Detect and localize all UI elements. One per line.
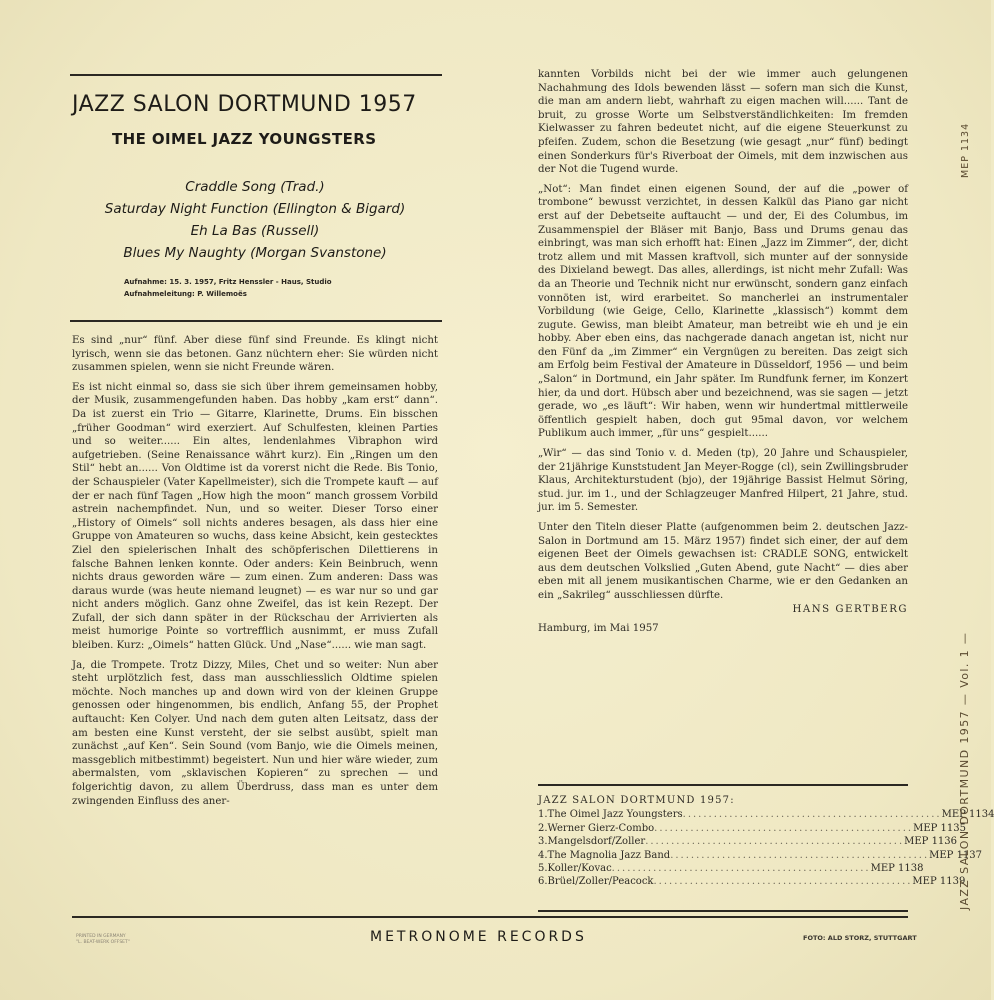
series-artist: Koller/Kovac	[547, 863, 612, 875]
series-row	[538, 862, 924, 875]
series-artist: Mangelsdorf/Zoller	[547, 836, 646, 848]
series-bottom-rule	[538, 910, 908, 912]
paragraph: Ja, die Trompete. Trotz Dizzy, Miles, Chet und so weiter: Nun aber steht urplötzlich fest, dass man ausschliesslich Oldtime spielen möchte. Noch manches up and down wird von der kleinen Gruppe genossen oder hingenommen, bis endlich, Anfang 55, der Prophet auftaucht: Ken Colyer. Und nach dem guten alten Leitsatz, dass der am besten eine Kunst versteht, der sie selbst ausübt, spielt man zunächst „auf Ken“. Sein Sound (vom Banjo, wie die Oimels meinen, massgeblich mitbestimmt) begeistert. Nun und hier wäre wieder, zum abermalsten, vom „sklavischen Kopieren“ zu sprechen — und folgerichtig davon, zu allem Überdruss, dass man es unter dem zwingenden Einfluss des aner-	[72, 659, 438, 807]
leader-dots: ..................................................	[670, 849, 930, 861]
printed-line: "L. BEAT-WERK OFFSET"	[76, 940, 130, 945]
series-row	[538, 835, 958, 848]
series-artist: The Magnolia Jazz Band	[547, 849, 671, 861]
liner-notes-left-column	[72, 334, 438, 814]
author-signature: HANS GERTBERG	[792, 603, 908, 615]
track-item: Blues My Naughty (Morgan Svanstone)	[123, 245, 387, 261]
record-label-name: METRONOME RECORDS	[370, 929, 587, 945]
header-top-rule	[70, 74, 442, 76]
credit-recording: Aufnahme: 15. 3. 1957, Fritz Henssler - Haus, Studio	[124, 278, 332, 286]
liner-notes-right-column	[538, 68, 908, 636]
footer-rule	[72, 916, 908, 918]
paragraph: Es sind „nur“ fünf. Aber diese fünf sind Freunde. Es klingt nicht lyrisch, wenn sie das betonen. Ganz nüchtern eher: Sie würden nicht zusammen spielen, wenn sie nicht Freunde wären.	[72, 335, 438, 374]
leader-dots: ..................................................	[645, 836, 905, 848]
photo-credit: FOTO: ALD STORZ, STUTTGART	[803, 934, 917, 942]
paragraph: Unter den Titeln dieser Platte (aufgenommen beim 2. deutschen Jazz-Salon in Dortmund am 15. März 1957) findet sich einer, der auf dem eigenen Beet der Oimels gewachsen ist: CRADLE SONG, entwickelt aus dem deutschen Volkslied „Guten Abend, gute Nacht“ — dies aber eben mit all jenem musikantischen Charme, wie er den Gedanken an ein „Sakrileg“ ausschliessen dürfte.	[538, 522, 908, 601]
spine-catalog-text: MEP 1134	[960, 122, 971, 178]
series-catalog: MEP 1135	[913, 822, 966, 834]
leader-dots: ..................................................	[653, 876, 913, 888]
paragraph: „Wir“ — das sind Tonio v. d. Meden (tp), 20 Jahre und Schauspieler, der 21jährige Kunststudent Jan Meyer-Rogge (cl), sein Zwillingsbruder Klaus, Architekturstudent (bjo), der 19jährige Bassist Helmut Söring, stud. jur. im 1., und der Schlagzeuger Manfred Hilpert, 21 Jahre, stud. jur. im 5. Semester.	[538, 448, 908, 514]
series-artist: Brüel/Zoller/Peacock	[547, 876, 654, 888]
series-number: 4.	[538, 849, 548, 861]
series-number: 5.	[538, 863, 548, 875]
leader-dots: ..................................................	[682, 809, 942, 821]
series-number: 1.	[538, 809, 548, 821]
band-name: THE OIMEL JAZZ YOUNGSTERS	[112, 130, 377, 148]
series-row	[538, 849, 983, 862]
header-bottom-rule	[70, 320, 442, 322]
series-catalog: MEP 1138	[870, 863, 924, 875]
series-row	[538, 875, 966, 888]
series-catalog: MEP 1137	[929, 849, 983, 861]
paragraph: Es ist nicht einmal so, dass sie sich über ihrem gemeinsamen hobby, der Musik, zusammengefunden haben. Das hobby „kam erst“ dann“. Da ist zuerst ein Trio — Gitarre, Klarinette, Drums. Ein bisschen „früher Goodman“ wird exerziert. Auf Schulfesten, kleinen Parties und so weiter...... Ein altes, lendenlahmes Vibraphon wird aufgetrieben. (Seine Renaissance währt kurz). Ein „Ringen um den Stil“ hebt an...... Von Oldtime ist da vorerst nicht die Rede. Bis Tonio, der Schauspieler (Vater Kapellmeister), sich die Trompete kauft — auf der er nach fünf Tagen „How high the moon“ manch grossem Vorbild astrein nachempfindet. Nun, und so weiter. Dieser Torso einer „History of Oimels“ soll nichts anderes besagen, als dass hier eine Gruppe von Amateuren so wuchs, dass keine Absicht, kein gestecktes Ziel den spielerischen Inhalt des schöpferischen Dilettierens in falsche Bahnen lenken konnte. Oder anders: Kein Beinbruch, wenn nichts draus geworden wäre — zum einen. Zum anderen: Dass was daraus wurde (was heute niemand leugnet) — es war nur so und gar nicht anders möglich. Ganz ohne Zweifel, das ist kein Rezept. Der Zufall, der sich dann später in der Rückschau der Arrivierten als meist humorige Pointe so vortrefflich ausnimmt, er muss Zufall bleiben. Kurz: „Oimels“ hatten Glück. Und „Nase“...... wie man sagt.	[72, 381, 438, 652]
spine-catalog-number	[958, 118, 974, 178]
printed-line: PRINTED IN GERMANY	[76, 934, 126, 939]
paragraph: kannten Vorbilds nicht bei der wie immer auch gelungenen Nachahmung des Idols bewenden lässt — sofern man sich die Kunst, die man am andern liebt, wahrhaft zu eigen machen will...... Tant de bruit, zu grosse Worte um Selbstverständlichkeiten: Im fremden Kielwasser zu fahren bedeutet nicht, auf die eigene Steuerkunst zu pfeifen. Zudem, schon die Besetzung (wie gesagt „nur“ fünf) bedingt einen Sonderkurs für's Riverboat der Oimels, mit dem inzwischen aus der Not die Tugend wurde.	[538, 69, 908, 176]
track-item: Craddle Song (Trad.)	[185, 179, 325, 195]
place-date: Hamburg, im Mai 1957	[538, 623, 659, 635]
leader-dots: ..................................................	[654, 822, 914, 834]
series-catalog: MEP 1136	[904, 836, 958, 848]
series-title: JAZZ SALON DORTMUND 1957:	[538, 795, 735, 806]
series-artist: Werner Gierz-Combo	[547, 822, 655, 834]
series-list	[538, 794, 994, 889]
credit-direction: Aufnahmeleitung: P. Willemoës	[124, 290, 247, 298]
series-row	[538, 808, 994, 821]
series-row	[538, 822, 966, 835]
series-top-rule	[538, 784, 908, 786]
leader-dots: ..................................................	[611, 863, 871, 875]
track-item: Eh La Bas (Russell)	[190, 223, 320, 239]
track-list	[70, 176, 440, 264]
spine-title-text: JAZZ SALON DORTMUND 1957 — Vol. 1 —	[958, 631, 971, 910]
series-number: 2.	[538, 822, 548, 834]
album-title: JAZZ SALON DORTMUND 1957	[72, 92, 417, 117]
printed-in-germany-note	[76, 934, 136, 946]
series-catalog: MEP 1134	[941, 809, 994, 821]
spine-title	[956, 622, 976, 910]
recording-credits	[124, 276, 424, 300]
series-artist: The Oimel Jazz Youngsters	[547, 809, 683, 821]
series-catalog: MEP 1139	[912, 876, 966, 888]
series-number: 6.	[538, 876, 548, 888]
series-number: 3.	[538, 836, 548, 848]
paragraph: „Not“: Man findet einen eigenen Sound, der auf die „power of trombone“ bewusst verzichtet, in dessen Kalkül das Piano gar nicht erst auf der Debetseite auftaucht — und der, Ei des Columbus, im Zusammenspiel der Bläser mit Banjo, Bass und Drums genau das einbringt, was man sich erhofft hat: Einen „Jazz im Zimmer“, der, dicht trotz allem und mit Massen kraftvoll, sich munter auf der sonnyside des Dixieland bewegt. Das alles, allerdings, ist nicht mehr Zufall: Was da an Theorie und Technik nicht nur erwünscht, sondern ganz einfach vonnöten ist, wird erarbeitet. So mancherlei an instrumentaler Vorbildung (wie Geige, Cello, Klarinette „klassisch“) kommt dem zugute. Gewiss, man bleibt Amateur, man betreibt wie eh und je ein hobby. Aber eben eins, das nachgerade danach angetan ist, nicht nur den Fünf da „im Zimmer“ ein Vergnügen zu bereiten. Das zeigt sich am Erfolg beim Festival der Amateure in Düsseldorf, 1956 — und beim „Salon“ in Dortmund, ein Jahr später. Im Rundfunk ferner, im Konzert hier, da und dort. Hübsch aber und bezeichnend, was sie sagen — jetzt gerade, wo „es läuft“: Wir haben, wenn wir hundertmal mittlerweile öffentlich gespielt haben, doch gut 95mal davon, vor welchem Publikum auch immer, „für uns“ gespielt......	[538, 183, 908, 440]
track-item: Saturday Night Function (Ellington & Bigard)	[104, 201, 406, 217]
